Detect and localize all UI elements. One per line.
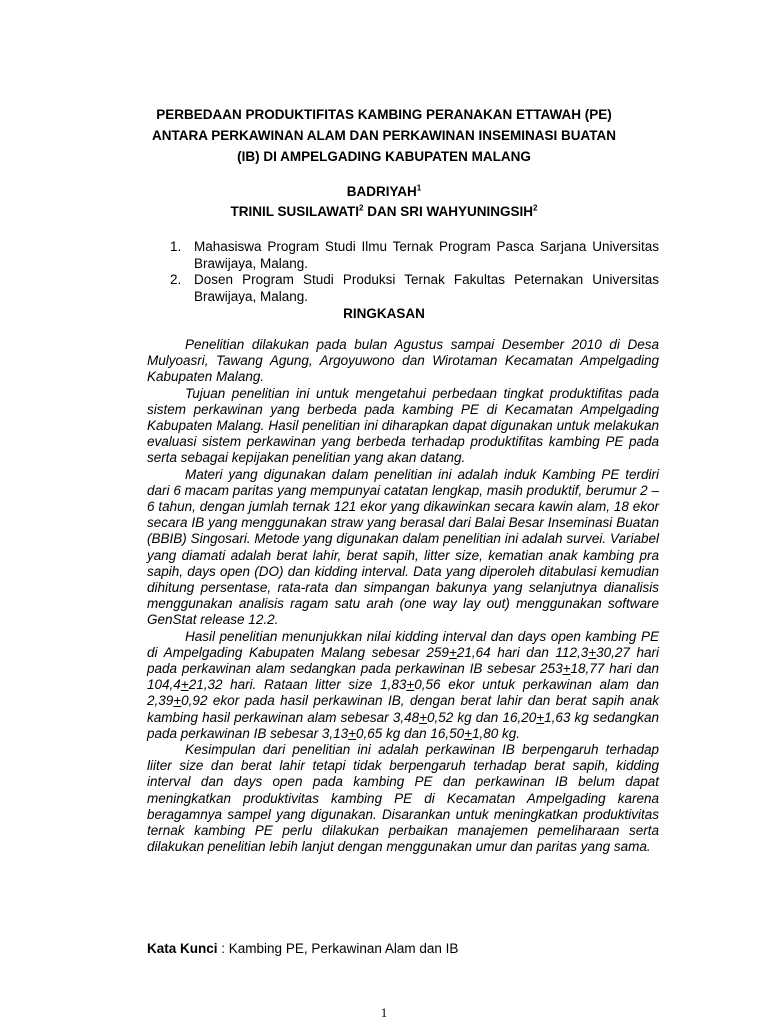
results-text: 30,27 hari pada perkawinan alam sedangkan pada perkawinan IB sebesar 253 [147,644,659,677]
plus-minus-sign: + [173,693,182,709]
results-text: 0,92 ekor pada hasil perkawinan IB, dengan berat lahir dan berat sapih anak kambing hasil perkawinan alam sebesar 3,48 [147,693,659,725]
affiliation-list [170,239,659,305]
keywords-value: Kambing PE, Perkawinan Alam dan IB [228,941,459,956]
keywords-label: Kata Kunci [147,941,218,956]
plus-minus-sign: + [348,725,357,741]
abstract-paragraph-1: Penelitian dilakukan pada bulan Agustus sampai Desember 2010 di Desa Mulyoasri, Tawang Agung, Argoyuwono dan Wirotaman Kecamatan Ampelgading Kabupaten Malang. [147,337,659,385]
affiliation-number: 1. [170,239,182,254]
plus-minus-sign: + [536,709,545,725]
paper-title [120,104,648,167]
author-line-1 [120,182,648,202]
results-text: 21,64 hari dan 112,3 [456,644,589,660]
results-text: 1,63 kg sedangkan pada perkawinan IB sebesar 3,13 [147,709,660,741]
abstract-paragraph-4 [147,629,659,742]
author-3-affiliation-mark: 2 [533,203,538,213]
author-line-2 [120,202,648,222]
results-text: 21,32 hari. Rataan litter size 1,83 [188,677,407,693]
keywords-separator: : [217,941,229,956]
author-1-affiliation-mark: 1 [416,183,422,193]
results-text: 18,77 hari dan 104,4 [147,661,660,693]
abstract-paragraph-5: Kesimpulan dari penelitian ini adalah perkawinan IB berpengaruh terhadap liiter size dan berat lahir tetapi tidak berpengaruh terhadap berat sapih, kidding interval dan days open pada kambing PE dan perkawinan IB belum dapat meningkatkan produktivitas kambing PE di Kecamatan Ampelgading karena beragamnya sampel yang digunakan. Disarankan untuk meningkatkan produktivitas ternak kambing PE perlu dilakukan perbaikan manajemen pemeliharaan serta dilakukan penelitian lebih lanjut dengan menggunakan umur dan paritas yang sama. [147,742,659,855]
affiliation-number: 2. [170,272,182,287]
plus-minus-sign: + [464,725,473,741]
title-line-3: (IB) DI AMPELGADING KABUPATEN MALANG [237,149,531,164]
author-block [120,182,648,222]
page-number: 1 [380,1005,388,1020]
author-1-name: BADRIYAH [346,184,417,199]
results-text: 0,52 kg dan 16,20 [426,709,537,725]
plus-minus-sign: + [562,661,571,677]
keywords-line [147,940,659,958]
affiliation-text: Dosen Program Studi Produksi Ternak Fakultas Peternakan Universitas Brawijaya, Malang. [194,272,659,304]
affiliation-item [170,239,659,272]
plus-minus-sign: + [180,677,189,693]
affiliation-text: Mahasiswa Program Studi Ilmu Ternak Program Pasca Sarjana Universitas Brawijaya, Malang. [194,239,659,271]
results-text: Hasil penelitian menunjukkan nilai kidding interval dan days open kambing PE di Ampelgading Kabupaten Malang sebesar 259 [147,628,659,660]
author-3-name: DAN SRI WAHYUNINGSIH [363,204,534,219]
plus-minus-sign: + [448,644,457,660]
plus-minus-sign: + [588,644,597,660]
author-2-affiliation-mark: 2 [359,203,364,213]
title-line-1: PERBEDAAN PRODUKTIFITAS KAMBING PERANAKAN ETTAWAH (PE) [156,107,612,122]
abstract-paragraph-2: Tujuan penelitian ini untuk mengetahui perbedaan tingkat produktifitas pada sistem perkawinan yang berbeda pada kambing PE di Kecamatan Ampelgading Kabupaten Malang. Hasil penelitian ini diharapkan dapat digunakan untuk melakukan evaluasi sistem perkawinan yang berbeda terhadap produktifitas kambing PE pada serta sebagai kepijakan penelitian yang akan datang. [147,385,659,466]
affiliation-item [170,272,659,305]
author-2-name: TRINIL SUSILAWATI [230,204,360,219]
abstract-paragraph-3: Materi yang digunakan dalam penelitian ini adalah induk Kambing PE terdiri dari 6 macam paritas yang mempunyai catatan lengkap, masih produktif, berumur 2 – 6 tahun, dengan jumlah ternak 121 ekor yang dikawinkan secara kawin alam, 18 ekor secara IB yang menggunakan straw yang berasal dari Balai Besar Inseminasi Buatan (BBIB) Singosari. Metode yang digunakan dalam penelitian ini adalah survei. Variabel yang diamati adalah berat lahir, berat sapih, litter size, kematian anak kambing pra sapih, days open (DO) dan kidding interval. Data yang diperoleh ditabulasi kemudian dihitung persentase, rata-rata dan simpangan bakunya yang selanjutnya dianalisis menggunakan analisis ragam satu arah (one way lay out) menggunakan software GenStat release 12.2. [147,466,659,628]
results-text: 0,56 ekor untuk perkawinan alam dan 2,39 [147,677,659,709]
abstract-heading: RINGKASAN [343,306,425,321]
results-text: 0,65 kg dan 16,50 [356,725,465,741]
abstract-body [147,337,659,856]
plus-minus-sign: + [406,677,415,693]
title-line-2: ANTARA PERKAWINAN ALAM DAN PERKAWINAN INSEMINASI BUATAN [152,128,616,143]
results-text: 1,80 kg. [472,725,521,741]
plus-minus-sign: + [419,709,427,725]
